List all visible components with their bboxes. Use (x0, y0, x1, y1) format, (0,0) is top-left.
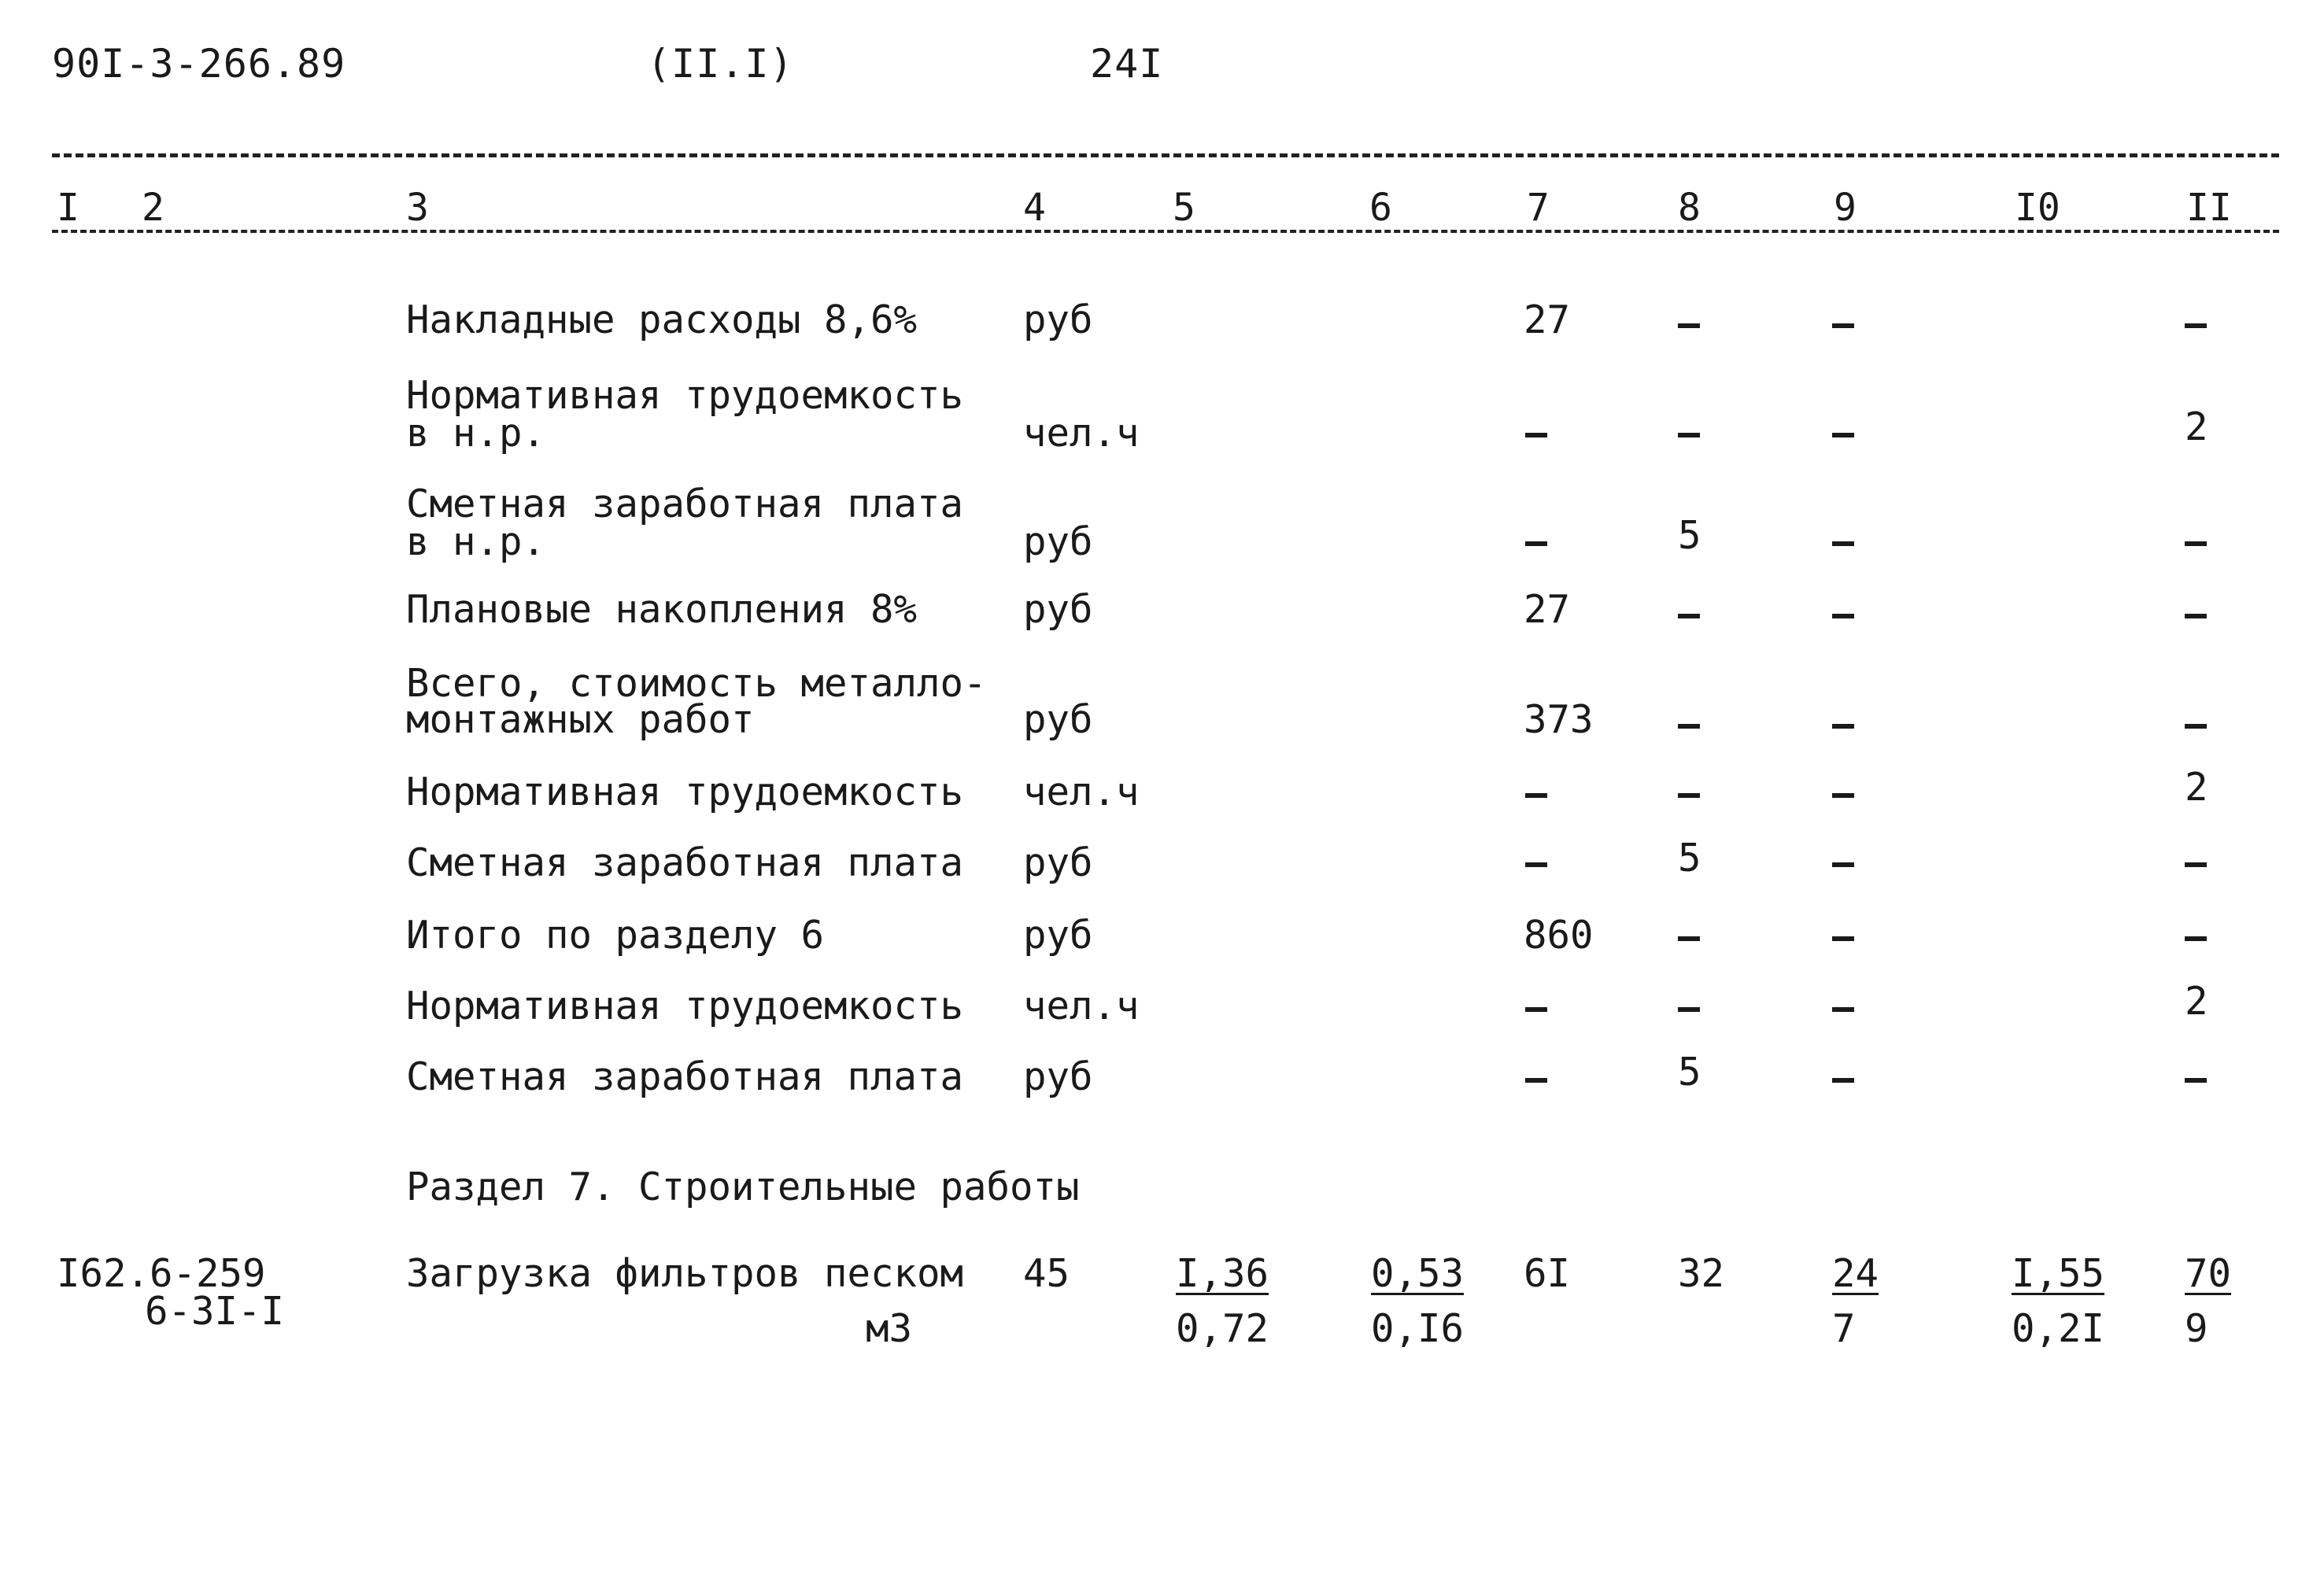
row-col8-dash (1678, 936, 1700, 941)
row-col11-dash (2185, 614, 2207, 618)
top-dashed-rule (52, 153, 2279, 157)
row-col11-dash (2185, 541, 2207, 546)
row-col9-dash (1832, 433, 1854, 437)
row-col7: 27 (1524, 587, 1571, 632)
item-col10-bottom: 0,2I (2012, 1306, 2105, 1351)
section-title: Раздел 7. Строительные работы (406, 1165, 1080, 1209)
row-name: Нормативная трудоемкость (406, 770, 964, 814)
row-col7-dash (1525, 793, 1547, 798)
row-col9-dash (1832, 724, 1854, 729)
row-unit: чел.ч (1023, 770, 1140, 814)
item-col6-top: 0,53 (1371, 1251, 1465, 1296)
row-name-continued: в н.р. (406, 411, 546, 456)
column-number-7: 7 (1527, 186, 1550, 230)
item-unit: м3 (866, 1306, 913, 1351)
row-col8-dash (1678, 724, 1700, 729)
row-name: Плановые накопления 8% (406, 587, 918, 632)
row-name: Итого по разделу 6 (406, 913, 825, 958)
row-unit: руб (1023, 840, 1093, 885)
row-col9-dash (1832, 614, 1854, 618)
column-number-2: 2 (142, 186, 164, 230)
row-col11-dash (2185, 862, 2207, 867)
row-col7-dash (1525, 1007, 1547, 1012)
column-number-3: 3 (406, 186, 429, 230)
row-col11: 2 (2185, 979, 2208, 1024)
row-unit: руб (1023, 697, 1093, 742)
row-col9-dash (1832, 323, 1854, 328)
row-col7-dash (1525, 433, 1547, 437)
row-col9-dash (1832, 1078, 1854, 1083)
item-col8: 32 (1678, 1251, 1725, 1296)
row-unit: руб (1023, 587, 1093, 632)
row-col11-dash (2185, 724, 2207, 729)
row-col8-dash (1678, 323, 1700, 328)
column-number-9: 9 (1834, 186, 1857, 230)
item-col6-bottom: 0,I6 (1371, 1306, 1465, 1351)
item-name: Загрузка фильтров песком (406, 1251, 964, 1296)
item-code-primary: I62.6-259 (57, 1251, 266, 1296)
row-unit: руб (1023, 913, 1093, 958)
item-col11-top: 70 (2185, 1251, 2232, 1296)
row-col8: 5 (1678, 836, 1701, 880)
row-col8: 5 (1678, 513, 1701, 558)
row-col7: 373 (1524, 697, 1594, 742)
column-number-6: 6 (1369, 186, 1392, 230)
row-col9-dash (1832, 541, 1854, 546)
row-col7: 27 (1524, 297, 1571, 342)
column-number-5: 5 (1173, 186, 1195, 230)
item-col4: 45 (1023, 1251, 1070, 1296)
row-col8-dash (1678, 1007, 1700, 1012)
item-col10-top: I,55 (2012, 1251, 2105, 1296)
row-col9-dash (1832, 1007, 1854, 1012)
row-col11: 2 (2185, 404, 2208, 449)
row-col9-dash (1832, 936, 1854, 941)
row-col7-dash (1525, 541, 1547, 546)
row-col11: 2 (2185, 765, 2208, 810)
row-col8: 5 (1678, 1050, 1701, 1095)
row-name: Накладные расходы 8,6% (406, 297, 918, 342)
row-col11-dash (2185, 1078, 2207, 1083)
row-unit: руб (1023, 519, 1093, 564)
row-unit: чел.ч (1023, 984, 1140, 1028)
item-col9-top: 24 (1832, 1251, 1879, 1296)
row-col7: 860 (1524, 913, 1594, 958)
item-col5-top: I,36 (1176, 1251, 1269, 1296)
document-code: 90I-3-266.89 (52, 41, 346, 87)
row-col11-dash (2185, 936, 2207, 941)
row-name: Всего, стоимость металло- (406, 661, 987, 706)
row-col8-dash (1678, 793, 1700, 798)
row-name-continued: в н.р. (406, 519, 546, 564)
item-col7: 6I (1524, 1251, 1571, 1296)
row-name: Сметная заработная плата (406, 1054, 964, 1099)
row-unit: чел.ч (1023, 411, 1140, 456)
row-col11-dash (2185, 323, 2207, 328)
row-name: Сметная заработная плата (406, 840, 964, 885)
row-col7-dash (1525, 1078, 1547, 1083)
column-number-10: I0 (2015, 186, 2060, 230)
column-header-dashed-rule (52, 230, 2279, 233)
item-col5-bottom: 0,72 (1176, 1306, 1269, 1351)
row-name: Сметная заработная плата (406, 482, 964, 526)
page-number: 24I (1090, 41, 1164, 87)
item-code-secondary: 6-3I-I (145, 1289, 285, 1334)
column-number-8: 8 (1678, 186, 1701, 230)
row-col9-dash (1832, 862, 1854, 867)
section-reference: (II.I) (647, 41, 794, 87)
row-name-continued: монтажных работ (406, 697, 755, 742)
row-name: Нормативная трудоемкость (406, 373, 964, 418)
row-col7-dash (1525, 862, 1547, 867)
item-col9-bottom: 7 (1832, 1306, 1856, 1351)
item-col11-bottom: 9 (2185, 1306, 2208, 1351)
row-unit: руб (1023, 297, 1093, 342)
row-unit: руб (1023, 1054, 1093, 1099)
row-col9-dash (1832, 793, 1854, 798)
column-number-11: II (2186, 186, 2232, 230)
column-number-4: 4 (1023, 186, 1046, 230)
row-col8-dash (1678, 433, 1700, 437)
column-number-1: I (57, 186, 79, 230)
row-col8-dash (1678, 614, 1700, 618)
row-name: Нормативная трудоемкость (406, 984, 964, 1028)
